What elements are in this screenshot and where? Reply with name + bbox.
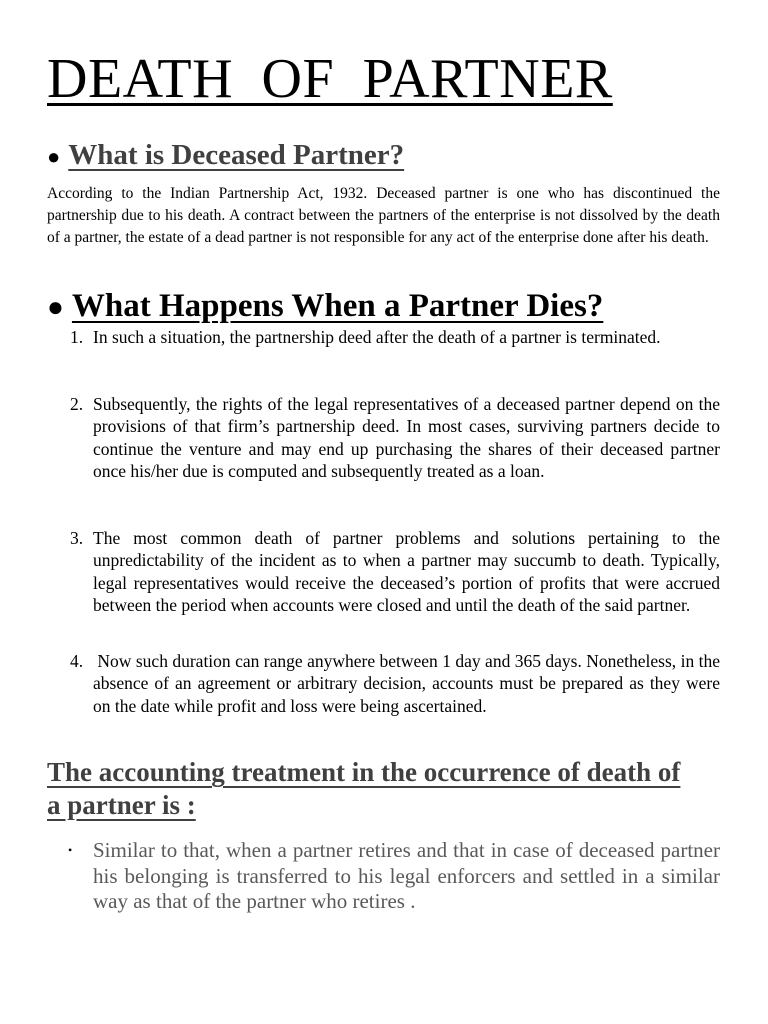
list-item-text: The most common death of partner problems and solutions pertaining to the unpredictability of the incident as to when a partner may succumb to death. Typically, legal representatives would receive the deceased’s portion of profits that were accrued between the period when accounts were closed and until the death of the said partner. <box>93 528 720 616</box>
section-heading-deceased-partner <box>47 138 404 174</box>
bullet-list-text: Similar to that, when a partner retires and that in case of deceased partner his belonging is transferred to his legal enforcers and settled in a similar way as that of the partner who retires . <box>93 838 720 913</box>
list-item <box>70 650 725 717</box>
bullet-icon: ● <box>47 144 61 169</box>
list-item <box>70 527 720 617</box>
bullet-icon: • <box>68 843 73 857</box>
section-heading-text: What Happens When a Partner Dies? <box>71 288 604 324</box>
intro-paragraph: According to the Indian Partnership Act, 1932. Deceased partner is one who has discontinued the partnership due to his death. A contract between the partners of the enterprise is not dissolved by the death of a partner, the estate of a dead partner is not responsible for any act of the enterprise done after his death. <box>47 185 720 247</box>
bullet-list-item <box>68 838 720 915</box>
page-title: DEATH OF PARTNER <box>47 48 613 110</box>
list-item-number: 3. <box>70 528 84 548</box>
list-item-text: In such a situation, the partnership deed after the death of a partner is terminated. <box>93 327 661 347</box>
list-item-number: 4. <box>70 651 84 671</box>
list-item-text: Subsequently, the rights of the legal representatives of a deceased partner depend on the provisions of that firm’s partnership deed. In most cases, surviving partners decide to continue the venture and may end up purchasing the shares of their deceased partner once his/her due is computed and subsequently treated as a loan. <box>93 394 720 482</box>
list-item <box>70 393 720 483</box>
bullet-icon: ● <box>47 292 64 323</box>
list-item-number: 1. <box>70 327 84 347</box>
list-item-text: Now such duration can range anywhere between 1 day and 365 days. Nonetheless, in the absence of an agreement or arbitrary decision, accounts must be prepared as they were on the date while profit and loss were being ascertained. <box>93 651 725 716</box>
list-item-number: 2. <box>70 394 84 414</box>
accounting-treatment-heading: The accounting treatment in the occurrence of death of a partner is : <box>47 757 681 820</box>
section-heading-partner-dies <box>47 286 603 328</box>
section-heading-text: What is Deceased Partner? <box>68 139 405 171</box>
list-item <box>70 326 720 348</box>
